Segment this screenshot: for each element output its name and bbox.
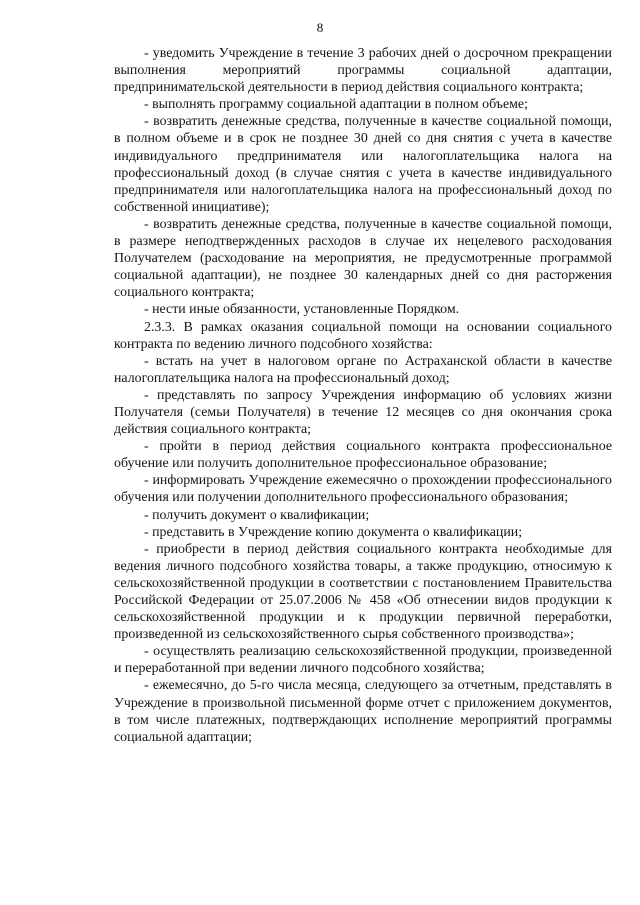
paragraph-return-funds-misuse: - возвратить денежные средства, полученные в качестве социальной помощи, в размере неподтвержденных расходов в случае их нецелевого расходования Получателем (расходование на мероприятия, не предусмотренные программой социальной адаптации), не позднее 30 календарных дней со дня расторжения социального контракта;: [114, 216, 612, 301]
paragraph-get-qualification: - получить документ о квалификации;: [144, 507, 370, 523]
paragraph-monthly-report: - ежемесячно, до 5-го числа месяца, следующего за отчетным, представлять в Учреждение в произвольной письменной форме отчет с приложением документов, в том числе платежных, подтверждающих исполнение мероприятий программы социальной адаптации;: [114, 678, 612, 745]
paragraph-acquire-goods: - приобрести в период действия социального контракта необходимые для ведения личного подсобного хозяйства товары, а также продукцию, относимую к сельскохозяйственной продукции в соответствии с постановлением Правительства Российской Федерации от 25.07.2006 № 458 «Об отнесении видов продукции к сельскохозяйственной продукции и к продукции первичной переработки, произведенной из сельскохозяйственного сырья собственного производства»;: [114, 541, 612, 643]
document-body: [114, 45, 612, 746]
paragraph-section-2-3-3: 2.3.3. В рамках оказания социальной помощи на основании социального контракта по ведению личного подсобного хозяйства:: [114, 319, 612, 352]
paragraph-fulfill-program: - выполнять программу социальной адаптации в полном объеме;: [144, 97, 528, 113]
paragraph-inform-training: - информировать Учреждение ежемесячно о прохождении профессионального обучения или получении дополнительного профессионального образования;: [114, 473, 612, 506]
paragraph-notify-early-termination: - уведомить Учреждение в течение 3 рабочих дней о досрочном прекращении выполнения мероприятий программы социальной адаптации, предпринимательской деятельности в период действия социального контракта;: [114, 46, 612, 96]
paragraph-professional-training: - пройти в период действия социального контракта профессиональное обучение или получить дополнительное профессиональное образование;: [114, 439, 612, 472]
page-number: 8: [316, 20, 324, 35]
paragraph-submit-qualification-copy: - представить в Учреждение копию документа о квалификации;: [144, 524, 523, 540]
paragraph-provide-information: - представлять по запросу Учреждения информацию об условиях жизни Получателя (семьи Получателя) в течение 12 месяцев со дня окончания срока действия социального контракта;: [114, 387, 612, 438]
paragraph-other-obligations: - нести иные обязанности, установленные Порядком.: [144, 302, 460, 318]
paragraph-tax-registration: - встать на учет в налоговом органе по Астраханской области в качестве налогоплательщика налога на профессиональный доход;: [114, 353, 612, 386]
paragraph-return-funds-deregistration: - возвратить денежные средства, полученные в качестве социальной помощи, в полном объеме и в срок не позднее 30 дней со дня снятия с учета в качестве индивидуального предпринимателя или налогоплательщика налога на профессиональный доход (в случае снятия с учета в качестве индивидуального предпринимателя или налогоплательщика налога на профессиональный доход по собственной инициативе);: [114, 114, 612, 215]
paragraph-sell-produce: - осуществлять реализацию сельскохозяйственной продукции, произведенной и переработанной при ведении личного подсобного хозяйства;: [114, 644, 612, 677]
